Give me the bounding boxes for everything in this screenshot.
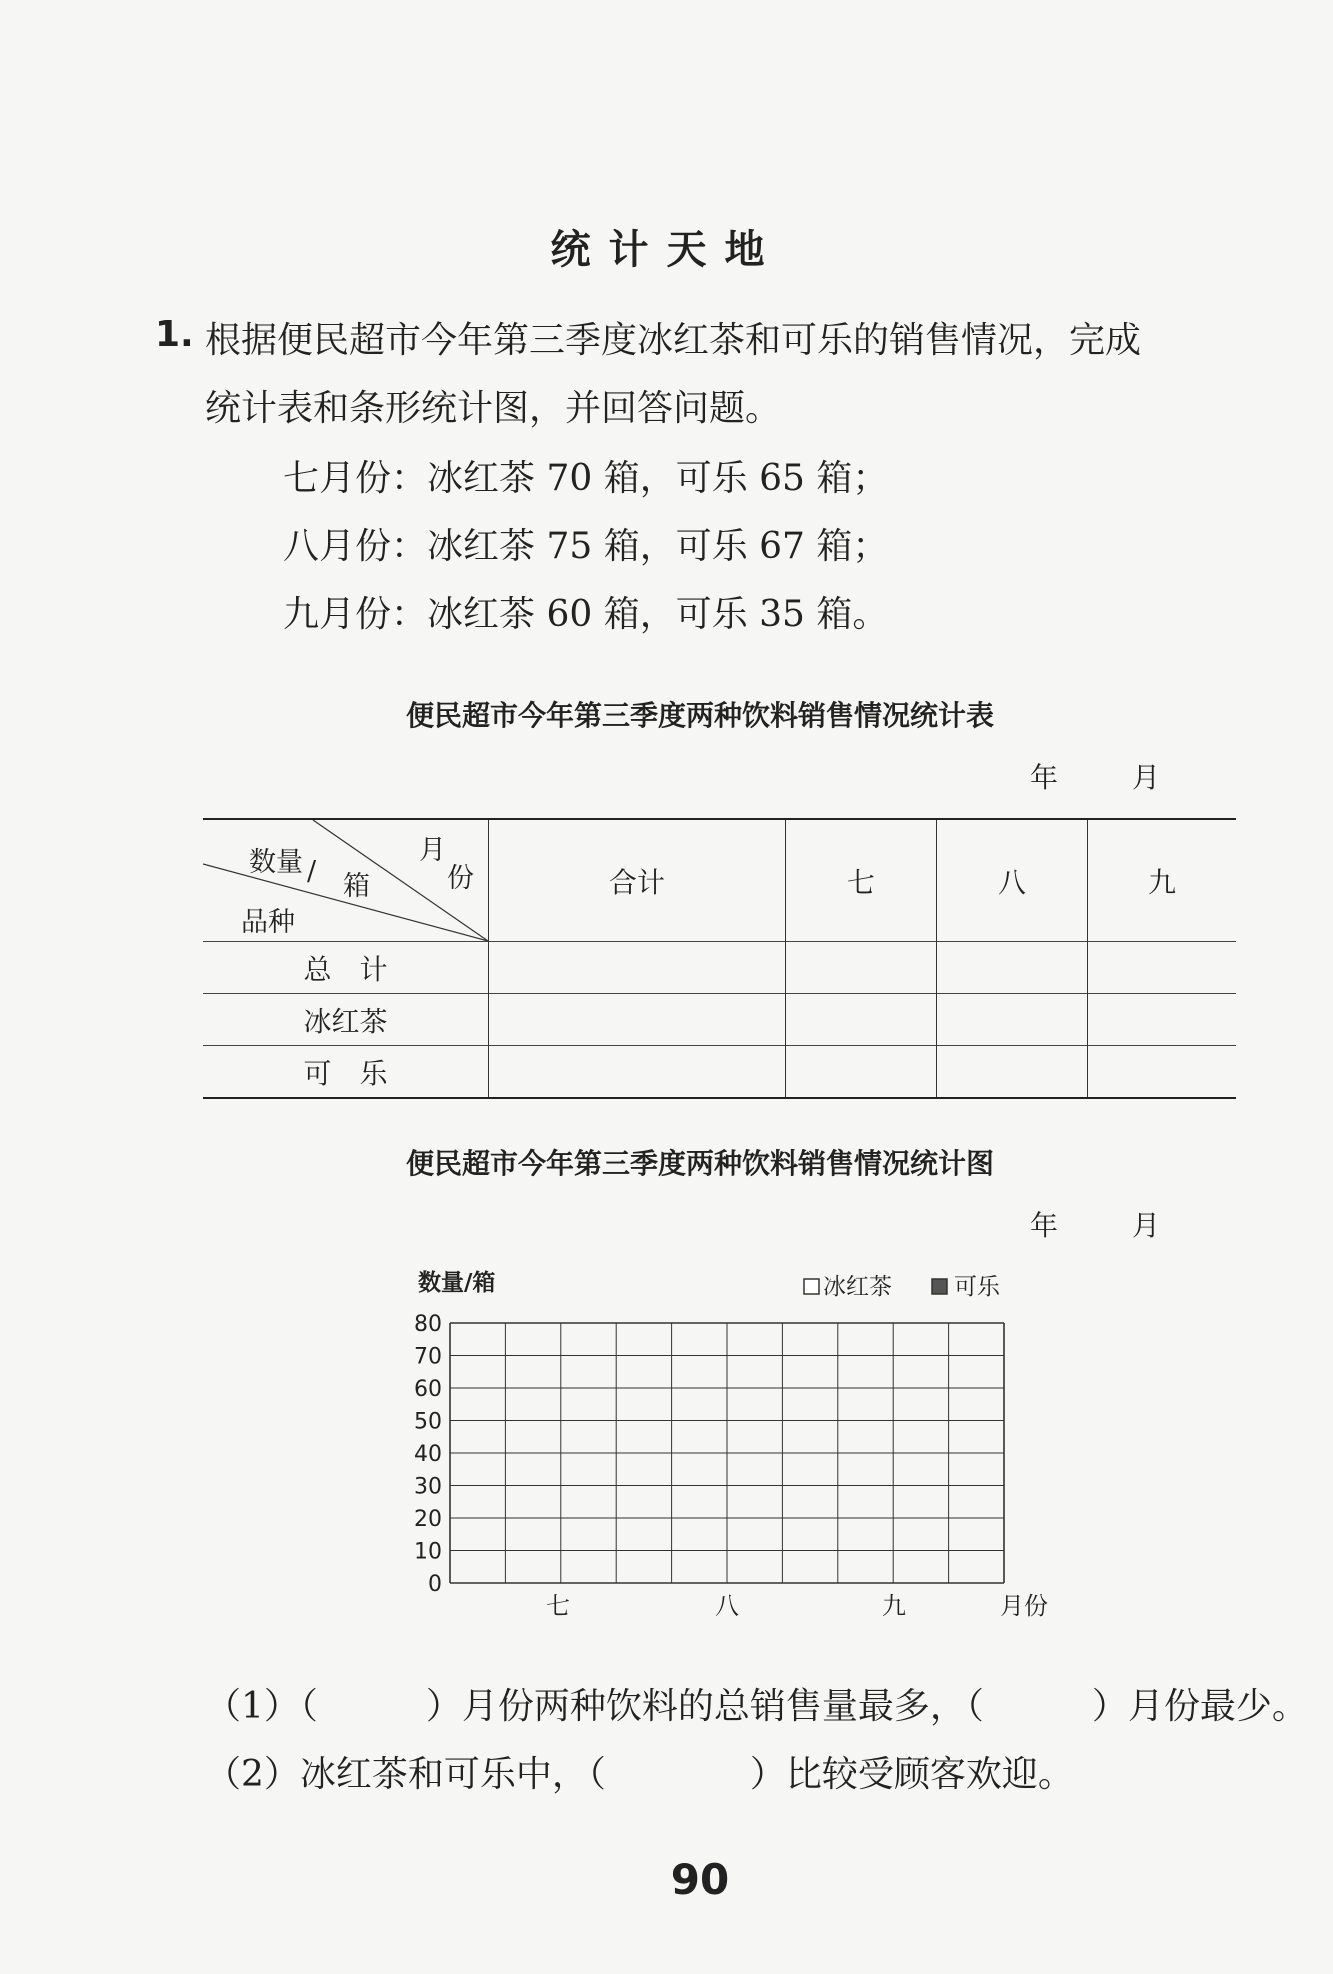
question-line-2: 统计表和条形统计图，并回答问题。: [205, 388, 782, 429]
header-slash: /: [307, 856, 317, 887]
chart-caption: 便民超市今年第三季度两种饮料销售情况统计图: [405, 1147, 994, 1180]
column-header-september: 九: [1088, 819, 1236, 942]
page-number: 90: [670, 1855, 730, 1904]
table-date-year: 年: [1030, 761, 1059, 794]
legend-label-iced-tea: 冰红茶: [823, 1274, 892, 1300]
data-line-august: 八月份：冰红茶 75 箱，可乐 67 箱；: [283, 526, 889, 567]
y-tick-label: 50: [414, 1409, 442, 1435]
question-line-1: 根据便民超市今年第三季度冰红茶和可乐的销售情况，完成: [205, 320, 1142, 361]
header-shuliang: 数量: [249, 847, 303, 878]
y-tick-label: 70: [414, 1344, 442, 1370]
column-header-july: 七: [785, 819, 936, 942]
data-line-september: 九月份：冰红茶 60 箱，可乐 35 箱。: [283, 594, 889, 635]
row-label-cola: 可 乐: [203, 1046, 489, 1099]
y-tick-label: 10: [414, 1539, 442, 1565]
y-tick-label: 80: [414, 1312, 442, 1337]
x-category-label: 八: [715, 1592, 739, 1620]
column-header-total: 合计: [489, 819, 786, 942]
legend-label-cola: 可乐: [954, 1274, 1000, 1300]
y-tick-label: 60: [414, 1377, 442, 1402]
header-fen: 份: [447, 863, 474, 894]
x-category-label: 九: [882, 1592, 906, 1620]
header-month: 月: [419, 835, 446, 866]
question-number: 1.: [155, 314, 194, 355]
y-tick-label: 40: [414, 1442, 442, 1467]
table-caption: 便民超市今年第三季度两种饮料销售情况统计表: [405, 699, 994, 732]
y-tick-label: 0: [428, 1572, 442, 1597]
y-axis-title: 数量/箱: [418, 1270, 496, 1296]
legend-swatch-iced-tea: [804, 1279, 819, 1294]
legend-swatch-cola: [932, 1279, 947, 1294]
row-label-iced-tea: 冰红茶: [203, 994, 489, 1046]
question-2: （2）冰红茶和可乐中，（ ）比较受顾客欢迎。: [205, 1754, 1074, 1795]
column-header-august: 八: [936, 819, 1087, 942]
header-xiang: 箱: [343, 871, 370, 902]
chart-date-month: 月: [1132, 1209, 1161, 1242]
x-axis-title: 月份: [1000, 1592, 1048, 1620]
table-date-month: 月: [1132, 761, 1161, 794]
header-pinzhong: 品种: [241, 907, 295, 938]
chart-date-year: 年: [1030, 1209, 1059, 1242]
data-line-july: 七月份：冰红茶 70 箱，可乐 65 箱；: [283, 458, 889, 499]
x-category-label: 七: [546, 1592, 570, 1620]
row-label-total: 总 计: [203, 942, 489, 994]
y-tick-label: 30: [414, 1474, 442, 1500]
y-tick-label: 20: [414, 1507, 442, 1532]
question-1: （1）（ ）月份两种饮料的总销售量最多，（ ）月份最少。: [205, 1686, 1308, 1727]
page-title: 统计天地: [550, 227, 783, 273]
